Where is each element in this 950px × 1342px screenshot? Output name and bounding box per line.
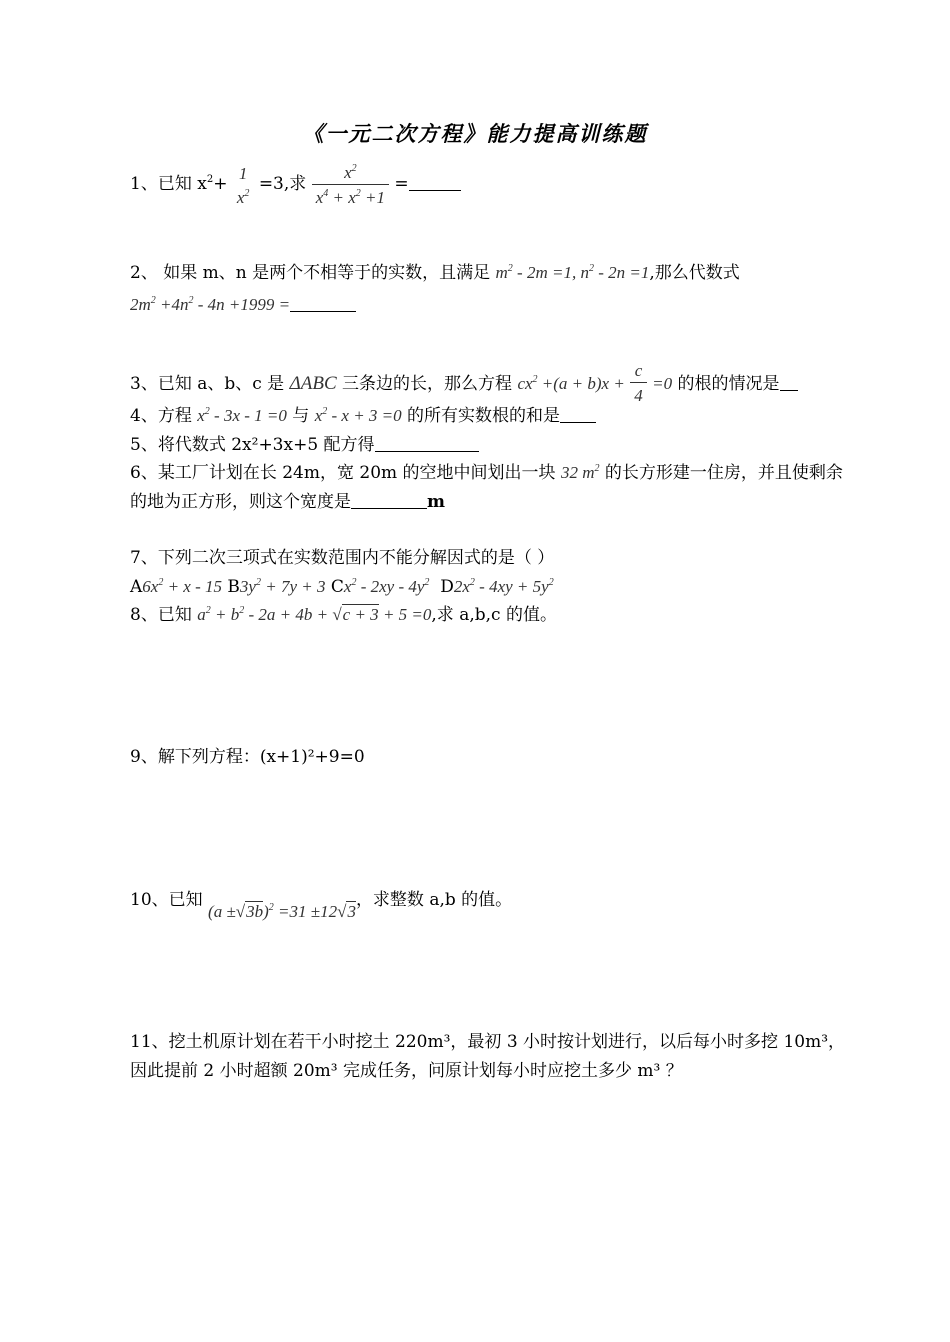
question-4: 4、方程 $x^2 - 3x - 1 =0$ 与 $x^2 - x + 3 =0$ 的所有实数根的和是 [130,405,596,427]
question-11-line-2: 因此提前 2 小时超额 20m³ 完成任务，问原计划每小时应挖土多少 m³ ？ [130,1061,683,1081]
question-6: 6、某工厂计划在长 24m，宽 20m 的空地中间划出一块 32 $m^2$ 的长方形建一住房，并且使剩余 [130,463,843,483]
question-2: 2、 如果 m、n 是两个不相等于的实数，且满足 $m^2 - 2m =1$, $n^2 - 2n =1$,那么代数式 [130,263,740,283]
answer-blank [560,406,596,423]
answer-blank [290,295,356,312]
fraction-x2-over-poly: $\frac{x^2}{x^4 + x^2 +1}$ [312,162,389,209]
question-10: 10、已知 $(a \pm√3b)^2 =31 \pm 12√3$，求整数 a,b 的值。 [130,890,513,921]
question-6-line-2: 的地为正方形，则这个宽度是 m [130,492,445,512]
question-8: 8、已知 $a^2 + b^2 - 2a + 4b + √c + 3 + 5 =0$,求 a,b,c 的值。 [130,605,557,625]
answer-blank [409,174,461,191]
question-2-line-2: $2m^2 +4n^2 - 4n +1999$ = [130,294,356,316]
answer-blank [375,435,479,452]
question-3: 3、已知 a、b、c 是 ΔABC 三条边的长，那么方程 $cx^2 +(a + b)x$ + $\frac{c}{4}$ =0 的根的情况是 [130,360,798,407]
question-11: 11、挖土机原计划在若干小时挖土 220m³，最初 3 小时按计划进行，以后每小时多挖 10m³， [130,1032,846,1052]
question-7: 7、下列二次三项式在实数范围内不能分解因式的是（ ） [130,548,555,568]
answer-blank [351,492,427,509]
page-title: 《一元二次方程》能力提高训练题 [302,121,648,146]
question-9: 9、解下列方程：(x+1)²+9=0 [130,747,365,767]
question-7-options: $A6x^2 + x - 15$ $B3y^2 + 7y + 3$ $Cx^2 - 2xy - 4y^2$ $D2x^2 - 4xy + 5y^2$ [130,577,554,597]
answer-blank [780,374,798,391]
question-1: 1、已知 $x^2+$ 1 $x^2$ =3,求 $\frac{x^2}{x^4 + x^2 +1}$ = [130,162,461,209]
fraction-1-over-x2: 1 $x^2$ [236,164,250,207]
question-5: 5、将代数式 2x²+3x+5 配方得 [130,434,479,456]
